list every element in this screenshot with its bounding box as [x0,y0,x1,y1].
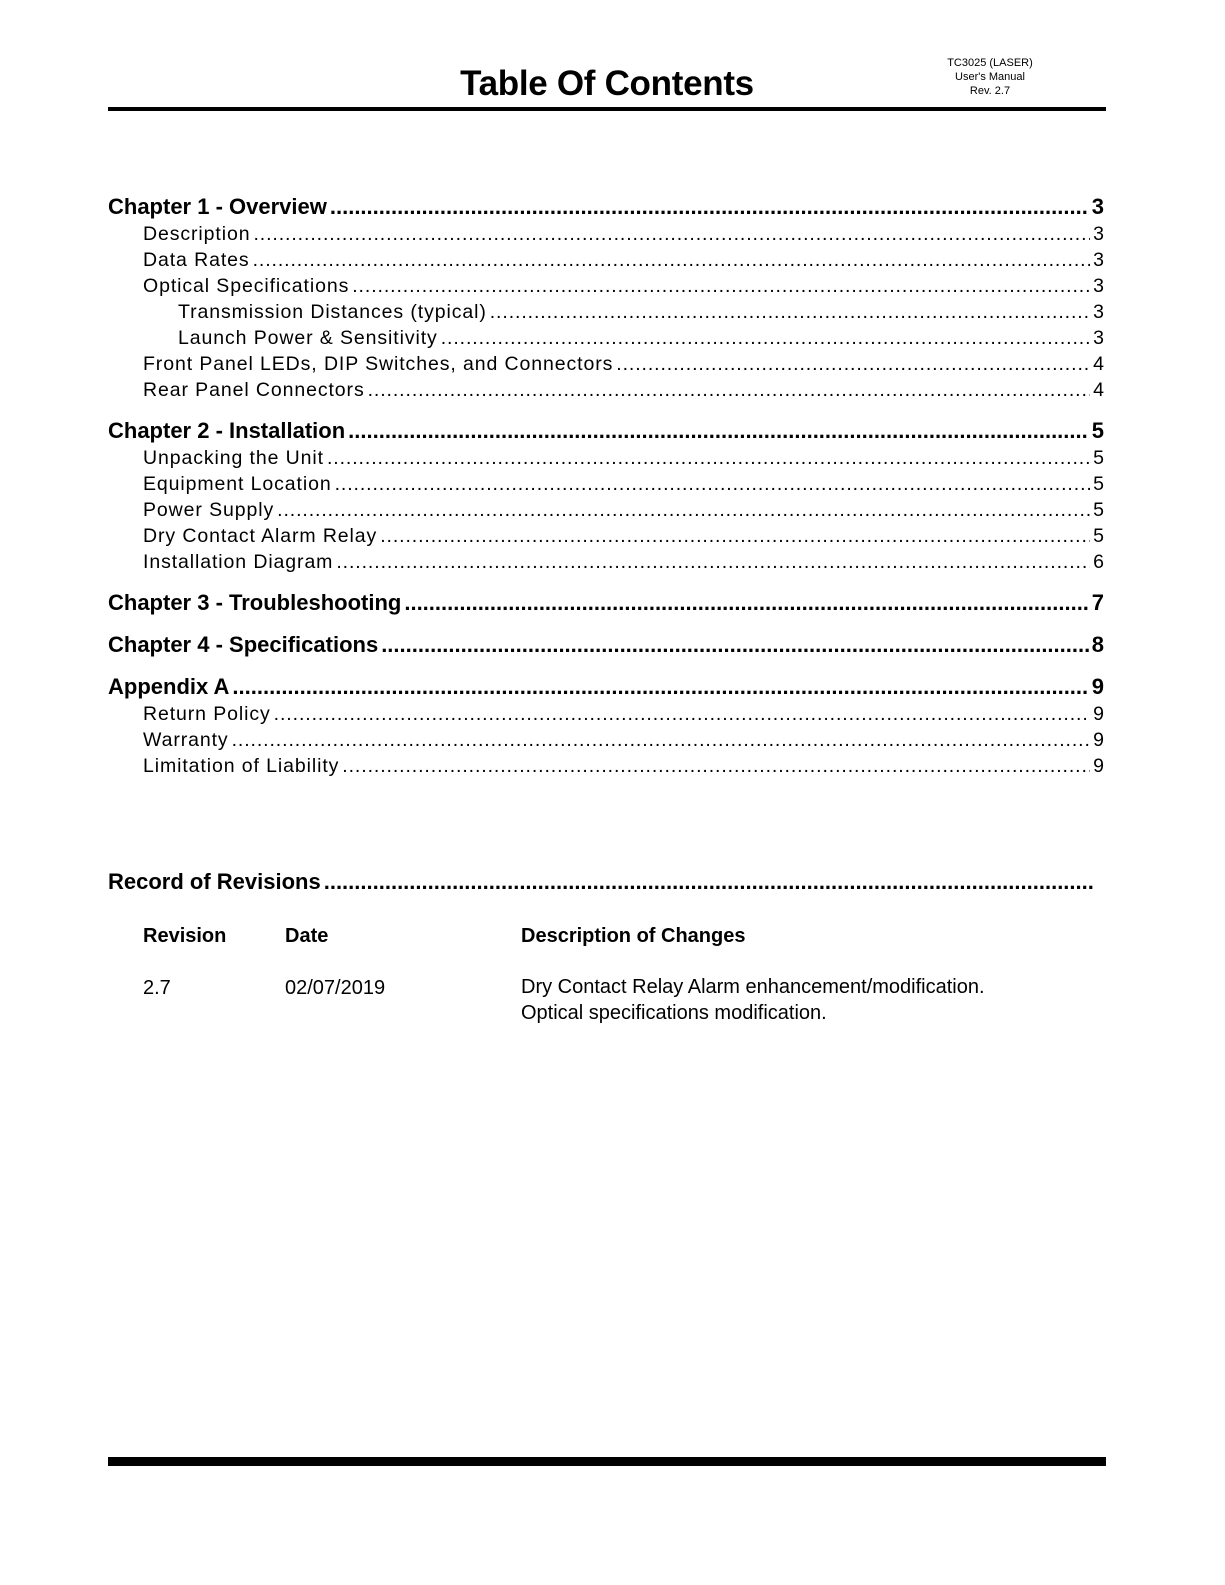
revisions-section [108,867,1096,897]
toc-page-number: 5 [1093,499,1104,521]
toc-page-number: 9 [1093,729,1104,751]
toc-chapter-entry[interactable] [108,673,1104,701]
toc-entry-label: Chapter 3 - Troubleshooting [108,590,402,615]
toc-entry-label: Unpacking the Unit [143,447,324,469]
toc-page-number: 6 [1093,551,1104,573]
column-header-date: Date [285,925,329,947]
dot-leader [330,193,1089,221]
dot-leader [253,247,1091,273]
toc-entry-label: Chapter 1 - Overview [108,194,327,219]
toc-entry-label: Power Supply [143,499,275,521]
toc-page-number: 3 [1093,301,1104,323]
dot-leader [277,497,1090,523]
toc-section-entry[interactable] [108,377,1104,403]
description-line: Optical specifications modification. [521,1002,827,1024]
toc-entry-label: Return Policy [143,703,271,725]
dot-leader [441,325,1090,351]
toc-chapter-entry[interactable] [108,417,1104,445]
dot-leader [380,523,1090,549]
toc-chapter-entry[interactable] [108,631,1104,659]
toc-section-entry[interactable] [108,753,1104,779]
dot-leader [232,673,1088,701]
toc-section-entry[interactable] [108,325,1104,351]
revision-description [521,974,985,1026]
toc-entry-label: Dry Contact Alarm Relay [143,525,378,547]
toc-entry-label: Chapter 2 - Installation [108,418,346,443]
toc-entry-label: Optical Specifications [143,275,350,297]
toc-page-number: 3 [1093,249,1104,271]
dot-leader [368,377,1091,403]
toc-section-entry[interactable] [108,299,1104,325]
footer-rule [108,1457,1106,1466]
toc-section-entry[interactable] [108,701,1104,727]
doc-model: TC3025 (LASER) [947,57,1033,69]
toc-page-number: 4 [1093,353,1104,375]
column-header-revision: Revision [143,925,227,947]
toc-section-entry[interactable] [108,445,1104,471]
doc-revision: Rev. 2.7 [969,85,1011,97]
toc-entry-label: Equipment Location [143,473,332,495]
toc-section-entry[interactable] [108,471,1104,497]
dot-leader [335,471,1091,497]
header-rule [108,107,1106,111]
toc-chapter-entry[interactable] [108,193,1104,221]
column-header-description: Description of Changes [521,925,746,947]
toc-entry-label: Front Panel LEDs, DIP Switches, and Connectors [143,353,614,375]
toc-entry-label: Installation Diagram [143,551,334,573]
toc-entry-label: Transmission Distances (typical) [178,301,487,323]
toc-page-number: 5 [1093,447,1104,469]
revision-number: 2.7 [143,977,171,999]
document-info [920,56,1060,98]
doc-type: User's Manual [955,71,1025,83]
toc-entry-label: Limitation of Liability [143,755,340,777]
toc-page-number: 3 [1093,275,1104,297]
dot-leader [336,549,1090,575]
toc-section-entry[interactable] [108,273,1104,299]
toc-section-entry[interactable] [108,221,1104,247]
dot-leader [324,867,1093,897]
toc-entry-label: Launch Power & Sensitivity [178,327,438,349]
toc-section-entry[interactable] [108,549,1104,575]
toc-page-number: 9 [1091,674,1104,699]
dot-leader [274,701,1090,727]
dot-leader [232,727,1091,753]
toc-page-number: 8 [1091,632,1104,657]
toc-entry-label: Data Rates [143,249,250,271]
toc-section-entry[interactable] [108,497,1104,523]
toc-section-entry[interactable] [108,523,1104,549]
dot-leader [348,417,1089,445]
dot-leader [327,445,1090,471]
toc-page-number: 9 [1093,703,1104,725]
page-header [108,50,1106,110]
toc-entry-label: Rear Panel Connectors [143,379,365,401]
toc-page-number: 9 [1093,755,1104,777]
dot-leader [352,273,1090,299]
toc-page-number: 4 [1093,379,1104,401]
toc-entry-label: Chapter 4 - Specifications [108,632,379,657]
dot-leader [381,631,1089,659]
toc-entry-label: Warranty [143,729,229,751]
dot-leader [404,589,1088,617]
description-line: Dry Contact Relay Alarm enhancement/modification. [521,976,985,998]
revisions-table-header [143,922,1093,950]
toc-section-entry[interactable] [108,247,1104,273]
toc-page-number: 3 [1093,327,1104,349]
toc-page-number: 3 [1091,194,1104,219]
toc-entry-label: Description [143,223,251,245]
dot-leader [490,299,1090,325]
toc-page-number: 5 [1093,473,1104,495]
dot-leader [616,351,1090,377]
toc-section-entry[interactable] [108,727,1104,753]
revision-date: 02/07/2019 [285,977,386,999]
dot-leader [342,753,1090,779]
dot-leader [253,221,1090,247]
revisions-heading[interactable] [108,867,1096,897]
page-title: Table Of Contents [460,64,754,103]
toc-entry-label: Appendix A [108,674,230,699]
toc-page-number: 5 [1093,525,1104,547]
revisions-heading-label: Record of Revisions [108,869,321,894]
toc-section-entry[interactable] [108,351,1104,377]
toc-page-number: 3 [1093,223,1104,245]
toc-page-number: 5 [1091,418,1104,443]
toc-page-number: 7 [1091,590,1104,615]
toc-chapter-entry[interactable] [108,589,1104,617]
table-of-contents [108,193,1104,779]
revisions-table [143,922,1093,1024]
